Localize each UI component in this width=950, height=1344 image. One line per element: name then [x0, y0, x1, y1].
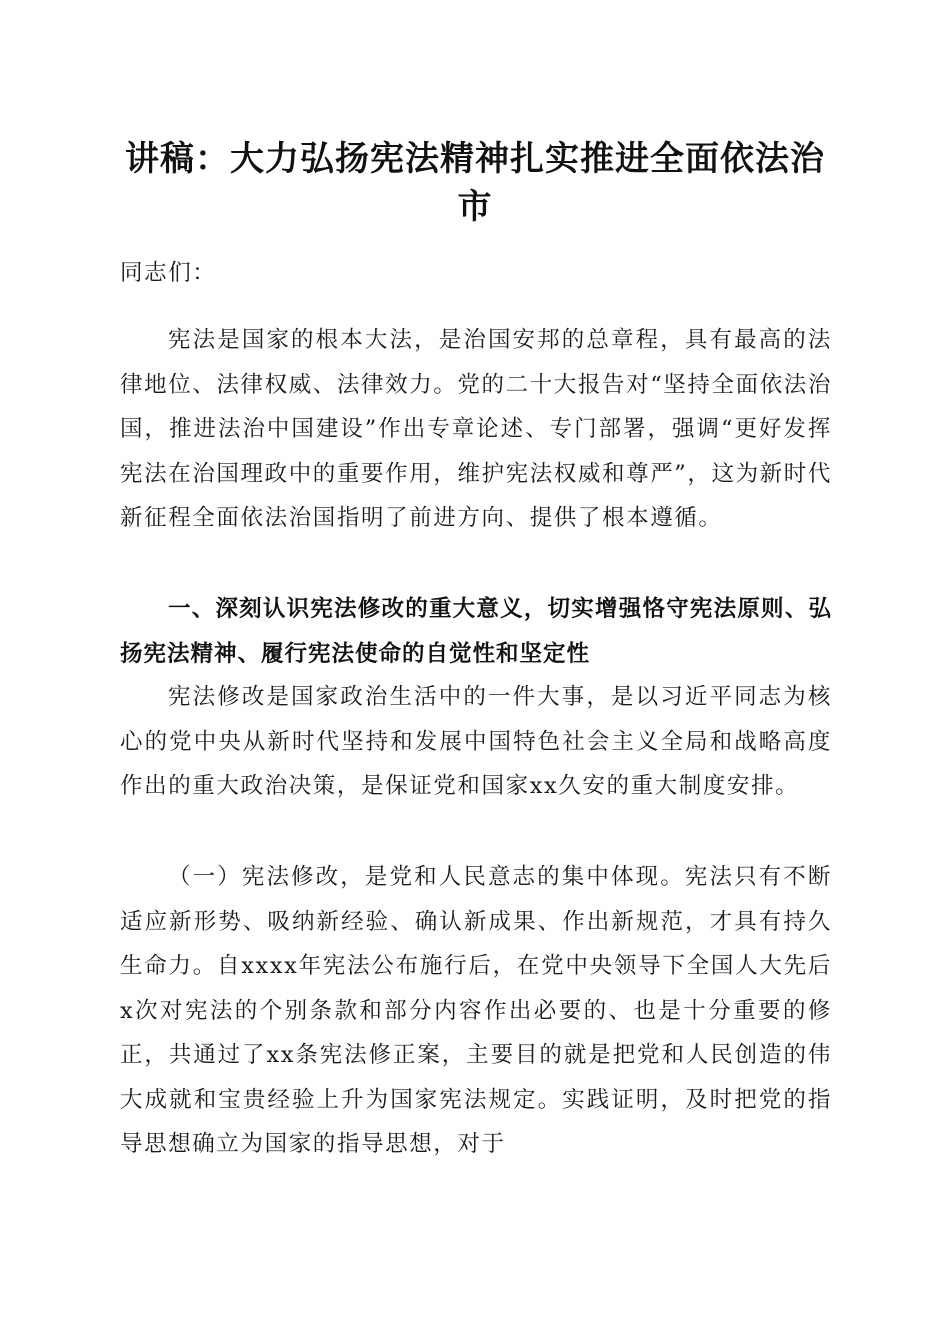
salutation: 同志们：: [120, 260, 217, 286]
paragraph-subsection-1: （一）宪法修改，是党和人民意志的集中体现。宪法只有不断适应新形势、吸纳新经验、确认新成果、作出新规范，才具有持久生命力。自xxxx年宪法公布施行后，在党中央领导下全国人大先后x次对宪法的个别条款和部分内容作出必要的、也是十分重要的修正，共通过了xx条宪法修正案，主要目的就是把党和人民创造的伟大成就和宝贵经验上升为国家宪法规定。实践证明，及时把党的指导思想确立为国家的指导思想，对于: [120, 864, 832, 1157]
paragraph-section-1: 宪法修改是国家政治生活中的一件大事，是以习近平同志为核心的党中央从新时代坚持和发展中国特色社会主义全局和战略高度作出的重大政治决策，是保证党和国家xx久安的重大制度安排。: [120, 684, 832, 799]
paragraph-intro: 宪法是国家的根本大法，是治国安邦的总章程，具有最高的法律地位、法律权威、法律效力。党的二十大报告对“坚持全面依法治国，推进法治中国建设”作出专章论述、专门部署，强调“更好发挥宪法在治国理政中的重要作用，维护宪法权威和尊严”，这为新时代新征程全面依法治国指明了前进方向、提供了根本遵循。: [120, 327, 833, 531]
section-heading-1: 一、深刻认识宪法修改的重大意义，切实增强恪守宪法原则、弘扬宪法精神、履行宪法使命的自觉性和坚定性: [120, 596, 832, 667]
document-title: 讲稿：大力弘扬宪法精神扎实推进全面依法治市: [125, 139, 825, 227]
